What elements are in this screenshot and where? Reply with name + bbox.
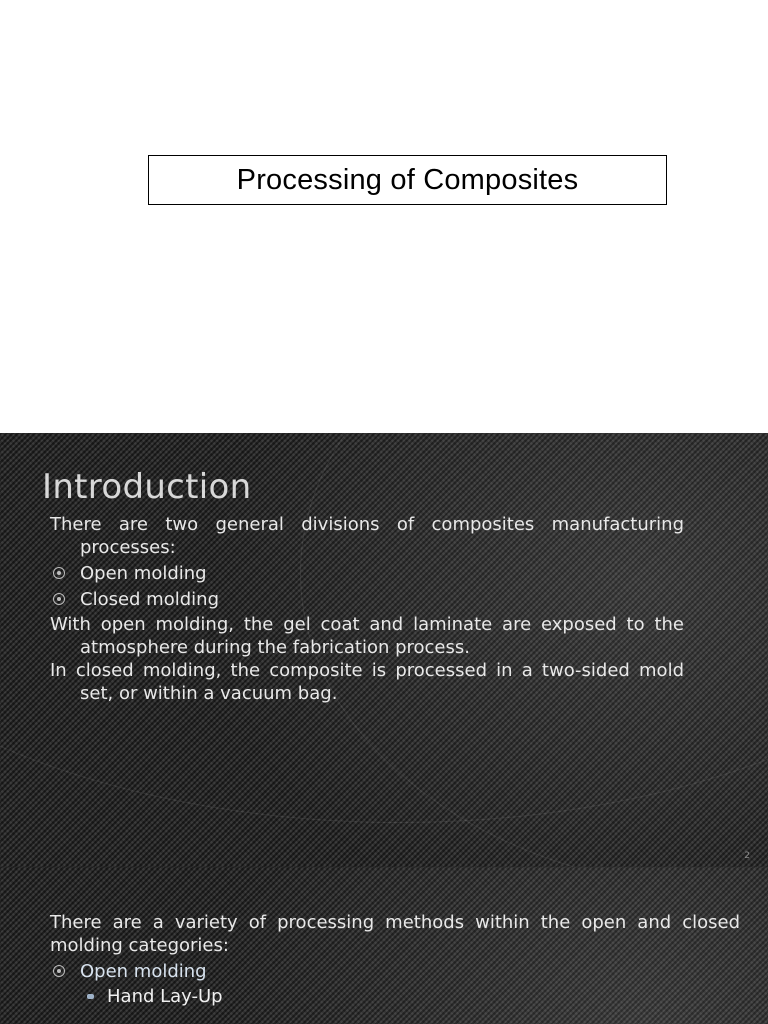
processing-methods-slide [0, 867, 768, 1024]
radio-bullet-icon [53, 965, 65, 977]
list-item-label: Open molding [80, 961, 207, 982]
page-number: 2 [744, 851, 750, 861]
sub-list-item-label: Hand Lay-Up [107, 986, 223, 1007]
paragraph: With open molding, the gel coat and laminate are exposed to the atmosphere during the fabrication process. [50, 614, 684, 658]
slide-body [50, 513, 684, 705]
list-item-label: Open molding [80, 563, 207, 584]
list-item [50, 588, 684, 611]
sub-list-item [50, 985, 740, 1008]
slide-body [50, 911, 740, 1008]
title-box [148, 155, 667, 205]
bullet-dot-icon [87, 994, 94, 999]
paragraph: There are two general divisions of composites manufacturing processes: [50, 514, 684, 558]
introduction-slide [0, 433, 768, 867]
slide-title: Processing of Composites [236, 163, 579, 196]
slide-heading: Introduction [42, 467, 252, 507]
title-slide [0, 0, 768, 433]
paragraph: There are a variety of processing methods within the open and closed molding categories: [50, 912, 740, 956]
list-item [50, 562, 684, 585]
list-item [50, 960, 740, 983]
radio-bullet-icon [53, 593, 65, 605]
list-item-label: Closed molding [80, 589, 219, 610]
paragraph: In closed molding, the composite is processed in a two-sided mold set, or within a vacuum bag. [50, 660, 684, 704]
radio-bullet-icon [53, 567, 65, 579]
